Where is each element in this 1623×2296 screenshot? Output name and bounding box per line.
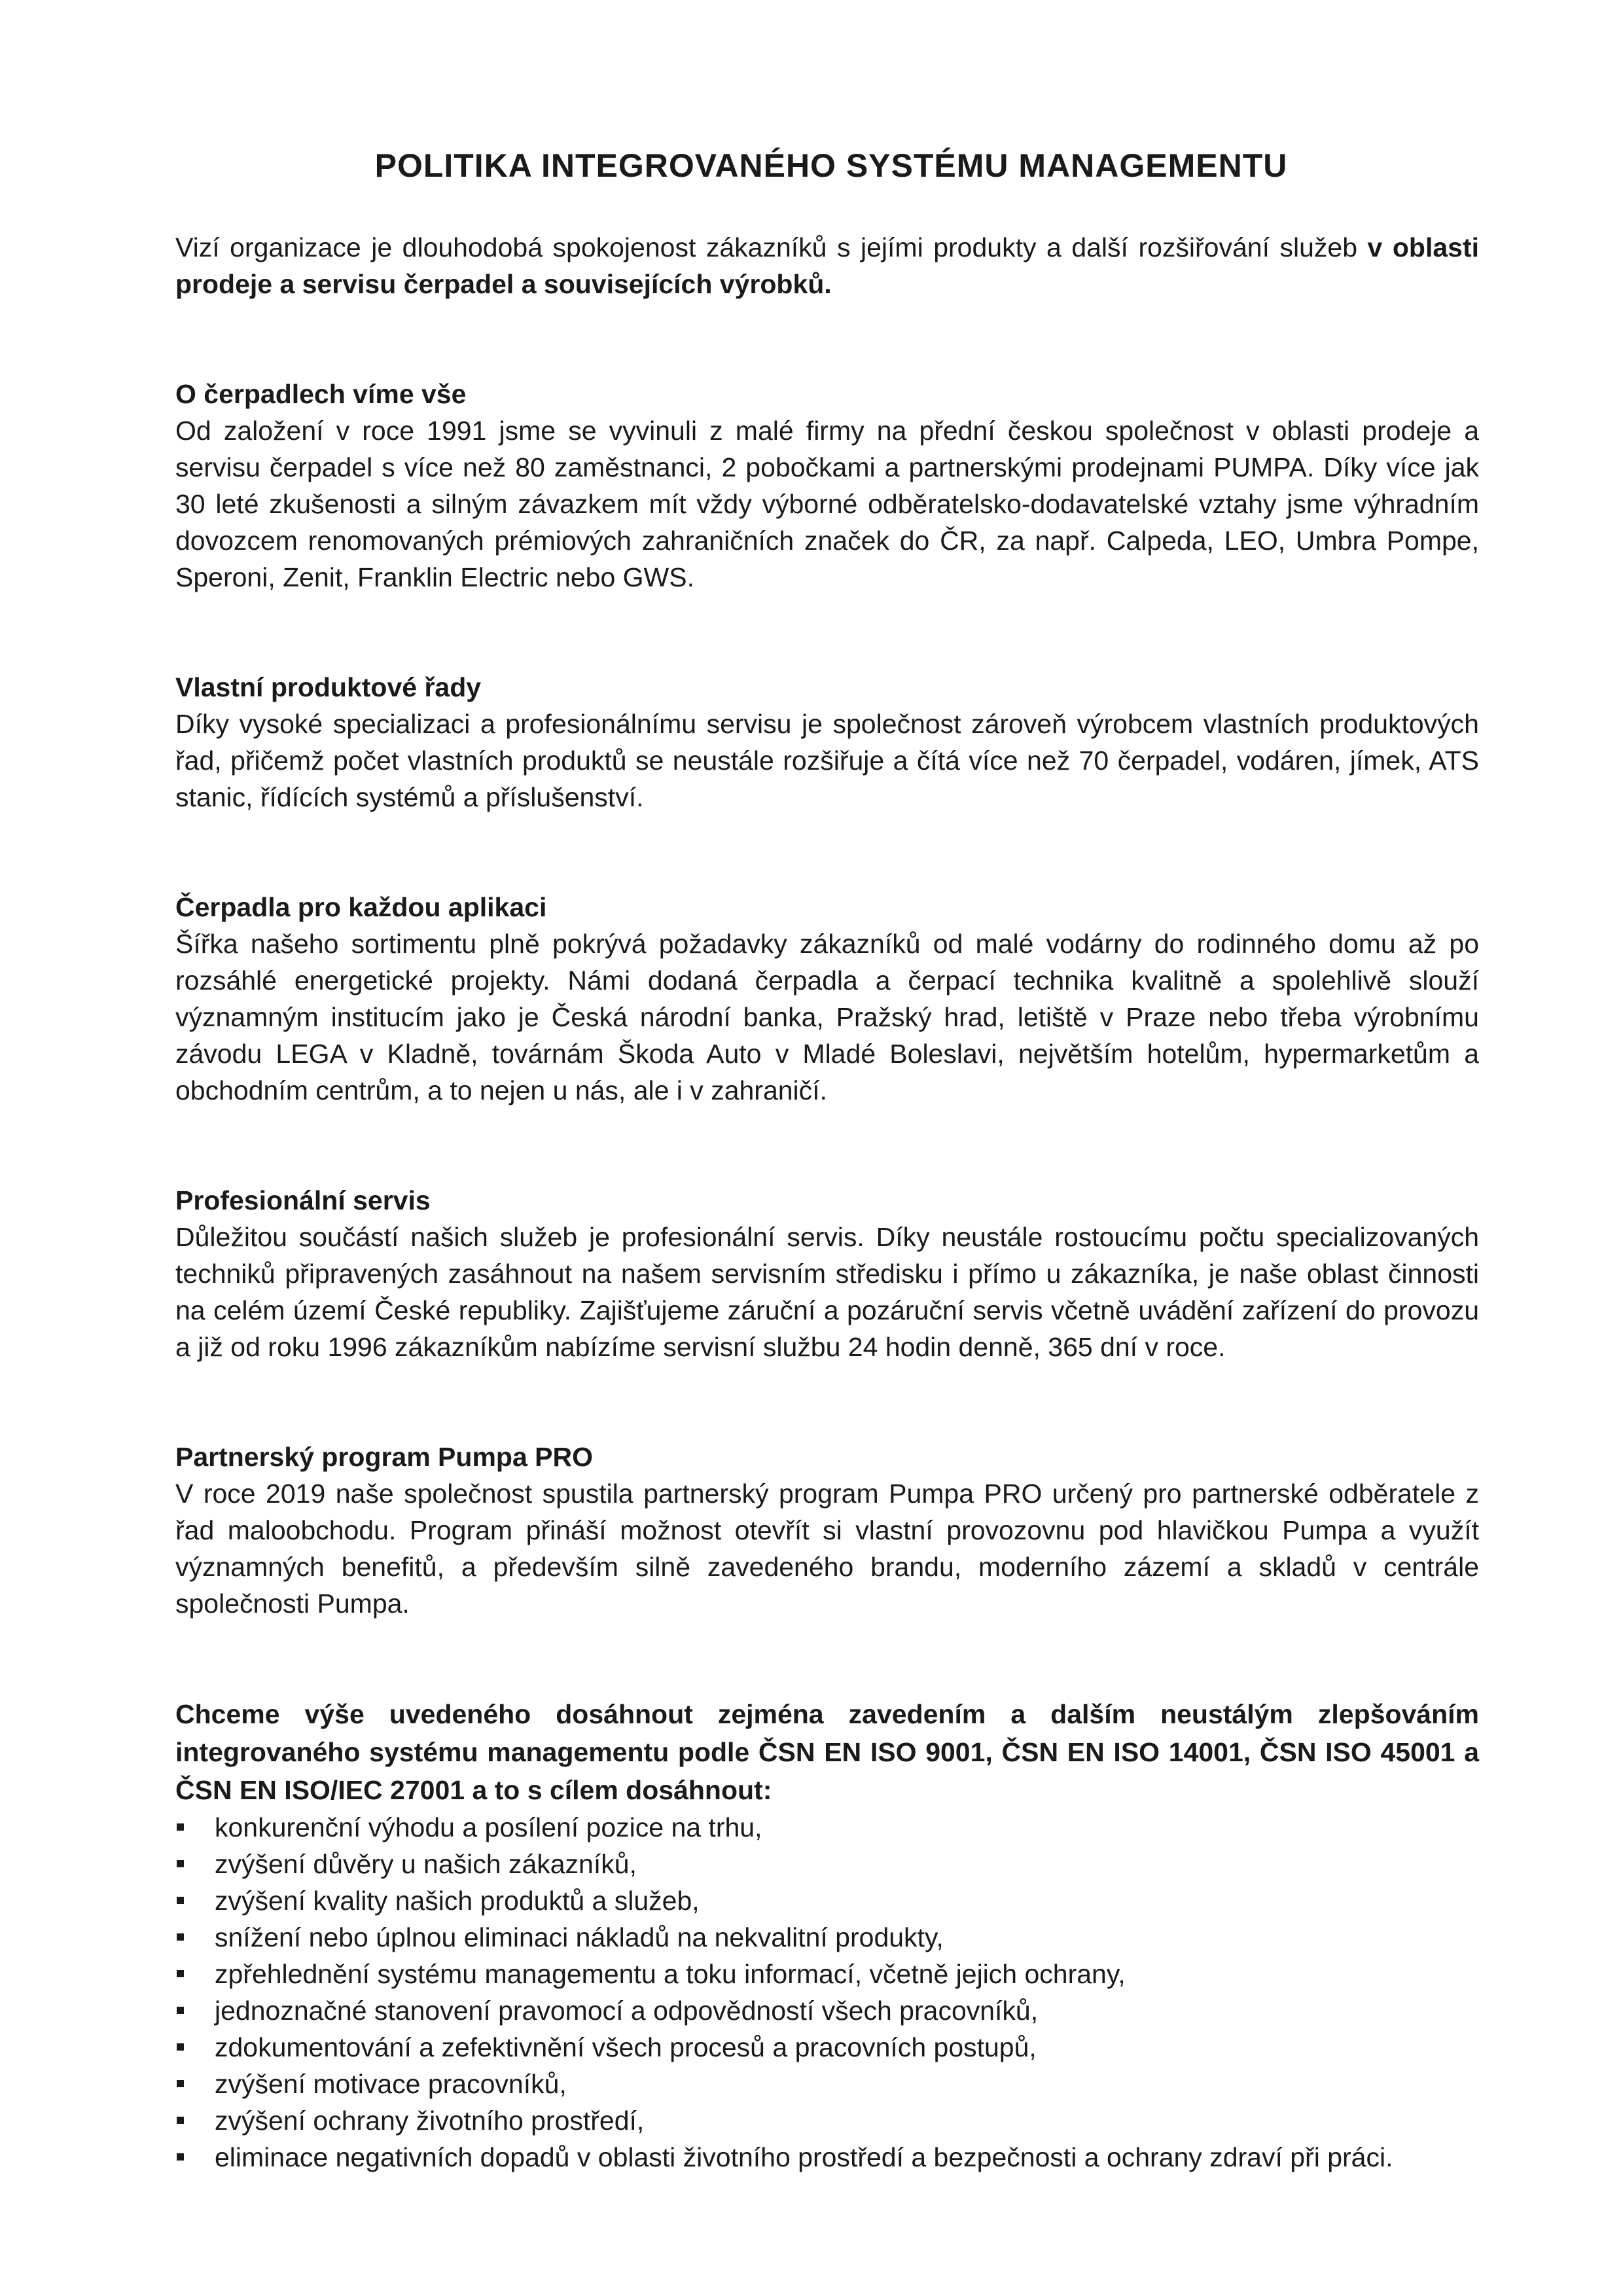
goal-item <box>175 1809 1479 1846</box>
goal-text: zvýšení motivace pracovníků, <box>215 2069 567 2099</box>
goal-text: konkurenční výhodu a posílení pozice na trhu, <box>215 1812 762 1842</box>
section-heading: Čerpadla pro každou aplikaci <box>175 892 547 922</box>
bullet-icon <box>177 2007 184 2014</box>
bullet-icon <box>177 2043 184 2051</box>
section-heading: Partnerský program Pumpa PRO <box>175 1442 593 1472</box>
section-body: Důležitou součástí našich služeb je profesionální servis. Díky neustále rostoucímu počtu specializovaných techniků připravených zasáhnout na našem servisním středisku i přímo u zákazníka, je naše oblast činnosti na celém území České republiky. Zajišťujeme záruční a pozáruční servis včetně uvádění zařízení do provozu a již od roku 1996 zákazníkům nabízíme servisní službu 24 hodin denně, 365 dní v roce. <box>175 1222 1479 1362</box>
goal-text: zvýšení kvality našich produktů a služeb, <box>215 1886 700 1916</box>
bullet-icon <box>177 2117 184 2124</box>
goal-text: zpřehlednění systému managementu a toku informací, včetně jejich ochrany, <box>215 1959 1126 1989</box>
goal-text: zvýšení důvěry u našich zákazníků, <box>215 1849 637 1879</box>
vision-emphasis: v oblasti prodeje a servisu čerpadel a souvisejících výrobků. <box>175 232 1479 299</box>
goal-item <box>175 1846 1479 1882</box>
goals-list <box>175 1809 1479 2176</box>
goal-item <box>175 2102 1479 2139</box>
bullet-icon <box>177 1860 184 1867</box>
bullet-icon <box>177 1823 184 1831</box>
goal-text: snížení nebo úplnou eliminaci nákladů na nekvalitní produkty, <box>215 1922 944 1952</box>
goal-text: zvýšení ochrany životního prostředí, <box>215 2106 645 2136</box>
bullet-icon <box>177 2080 184 2087</box>
vision-paragraph <box>175 229 1479 302</box>
bullet-icon <box>177 1933 184 1941</box>
goal-text: eliminace negativních dopadů v oblasti životního prostředí a bezpečnosti a ochrany zdraví při práci. <box>215 2142 1393 2172</box>
section-body: Díky vysoké specializaci a profesionálnímu servisu je společnost zároveň výrobcem vlastních produktových řad, přičemž počet vlastních produktů se neustále rozšiřuje a čítá více než 70 čerpadel, vodáren, jímek, ATS stanic, řídících systémů a příslušenství. <box>175 709 1479 812</box>
bullet-icon <box>177 1970 184 1977</box>
document-body <box>175 229 1479 2176</box>
goal-item <box>175 2029 1479 2066</box>
section-partner-program <box>175 1439 1479 1622</box>
section-heading: O čerpadlech víme vše <box>175 379 467 409</box>
section-about <box>175 376 1479 596</box>
bullet-icon <box>177 2153 184 2161</box>
section-heading: Vlastní produktové řady <box>175 672 482 702</box>
goal-item <box>175 2139 1479 2176</box>
section-body: Šířka našeho sortimentu plně pokrývá požadavky zákazníků od malé vodárny do rodinného domu až po rozsáhlé energetické projekty. Námi dodaná čerpadla a čerpací technika kvalitně a spolehlivě slouží významným institucím jako je Česká národní banka, Pražský hrad, letiště v Praze nebo třeba výrobnímu závodu LEGA v Kladně, továrnám Škoda Auto v Mladé Boleslavi, největším hotelům, hypermarketům a obchodním centrům, a to nejen u nás, ale i v zahraničí. <box>175 929 1479 1105</box>
section-heading: Profesionální servis <box>175 1185 431 1215</box>
goal-item <box>175 1956 1479 1992</box>
goal-item <box>175 1919 1479 1956</box>
document-title: POLITIKA INTEGROVANÉHO SYSTÉMU MANAGEMENTU <box>374 147 1288 184</box>
goal-item <box>175 2066 1479 2102</box>
section-applications <box>175 889 1479 1109</box>
section-own-products <box>175 669 1479 816</box>
bullet-icon <box>177 1897 184 1904</box>
goal-text: jednoznačné stanovení pravomocí a odpovědností všech pracovníků, <box>215 1996 1039 2026</box>
goals-intro: Chceme výše uvedeného dosáhnout zejména zavedením a dalším neustálým zlepšováním integrovaného systému managementu podle ČSN EN ISO 9001, ČSN EN ISO 14001, ČSN ISO 45001 a ČSN EN ISO/IEC 27001 a to s cílem dosáhnout: <box>175 1699 1479 1805</box>
goal-item <box>175 1992 1479 2029</box>
section-body: Od založení v roce 1991 jsme se vyvinuli z malé firmy na přední českou společnost v oblasti prodeje a servisu čerpadel s více než 80 zaměstnanci, 2 pobočkami a partnerskými prodejnami PUMPA. Díky více jak 30 leté zkušenosti a silným závazkem mít vždy výborné odběratelsko-dodavatelské vztahy jsme výhradním dovozcem renomovaných prémiových zahraničních značek do ČR, za např. Calpeda, LEO, Umbra Pompe, Speroni, Zenit, Franklin Electric nebo GWS. <box>175 416 1479 592</box>
vision-text: Vizí organizace je dlouhodobá spokojenost zákazníků s jejími produkty a další rozšiřování služeb <box>175 232 1368 262</box>
goal-item <box>175 1882 1479 1919</box>
goal-text: zdokumentování a zefektivnění všech procesů a pracovních postupů, <box>215 2032 1037 2062</box>
section-service <box>175 1182 1479 1365</box>
section-body: V roce 2019 naše společnost spustila partnerský program Pumpa PRO určený pro partnerské odběratele z řad maloobchodu. Program přináší možnost otevřít si vlastní provozovnu pod hlavičkou Pumpa a využít významných benefitů, a především silně zavedeného brandu, moderního zázemí a skladů v centrále společnosti Pumpa. <box>175 1479 1479 1619</box>
